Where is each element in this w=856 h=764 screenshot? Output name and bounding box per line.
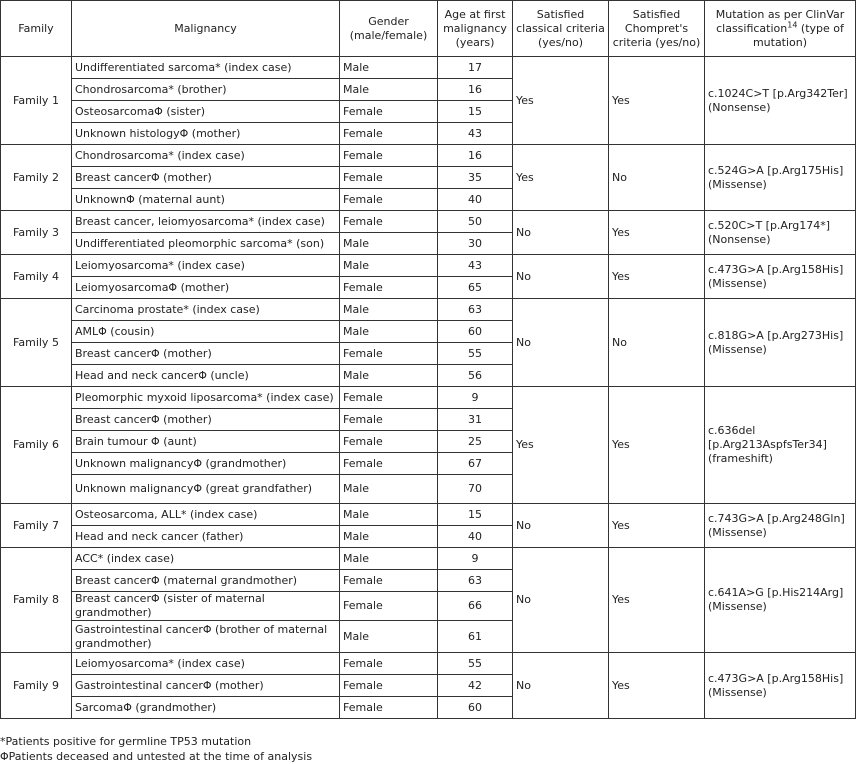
gender-cell: Male: [340, 321, 438, 343]
gender-cell: Male: [340, 504, 438, 526]
malignancy-cell: Breast cancerΦ (mother): [72, 167, 340, 189]
chompret-criteria-cell: Yes: [609, 387, 705, 504]
malignancy-cell: Unknown histologyΦ (mother): [72, 123, 340, 145]
malignancy-cell: Brain tumour Φ (aunt): [72, 431, 340, 453]
malignancy-cell: Pleomorphic myxoid liposarcoma* (index case): [72, 387, 340, 409]
malignancy-cell: AMLΦ (cousin): [72, 321, 340, 343]
gender-cell: Male: [340, 233, 438, 255]
table-row: [1, 504, 856, 526]
malignancy-cell: Leiomyosarcoma* (index case): [72, 653, 340, 675]
age-cell: 67: [438, 453, 513, 475]
table-row: [1, 387, 856, 409]
col-header-mutation: [705, 1, 856, 57]
malignancy-cell: Breast cancerΦ (maternal grandmother): [72, 570, 340, 592]
header-row: [1, 1, 856, 57]
malignancy-cell: OsteosarcomaΦ (sister): [72, 101, 340, 123]
family-cell: Family 6: [1, 387, 72, 504]
gender-cell: Male: [340, 299, 438, 321]
family-cell: Family 2: [1, 145, 72, 211]
age-cell: 55: [438, 343, 513, 365]
age-cell: 40: [438, 526, 513, 548]
age-cell: 65: [438, 277, 513, 299]
classical-criteria-cell: Yes: [513, 57, 609, 145]
family-cell: Family 4: [1, 255, 72, 299]
malignancy-cell: UnknownΦ (maternal aunt): [72, 189, 340, 211]
malignancy-cell: Unknown malignancyΦ (grandmother): [72, 453, 340, 475]
malignancy-cell: Undifferentiated sarcoma* (index case): [72, 57, 340, 79]
table-row: [1, 653, 856, 675]
gender-cell: Female: [340, 167, 438, 189]
malignancy-cell: Breast cancer, leiomyosarcoma* (index case): [72, 211, 340, 233]
malignancy-cell: Chondrosarcoma* (brother): [72, 79, 340, 101]
chompret-criteria-cell: No: [609, 145, 705, 211]
malignancy-cell: ACC* (index case): [72, 548, 340, 570]
chompret-criteria-cell: Yes: [609, 504, 705, 548]
age-cell: 42: [438, 675, 513, 697]
malignancy-cell: Breast cancerΦ (mother): [72, 409, 340, 431]
age-cell: 43: [438, 255, 513, 277]
mutation-header-tail: (type of mutation): [752, 21, 844, 49]
classical-criteria-cell: Yes: [513, 387, 609, 504]
mutation-cell: c.818G>A [p.Arg273His] (Missense): [705, 299, 856, 387]
mutation-cell: c.524G>A [p.Arg175His] (Missense): [705, 145, 856, 211]
table-row: [1, 145, 856, 167]
chompret-criteria-cell: Yes: [609, 255, 705, 299]
family-cell: Family 9: [1, 653, 72, 719]
age-cell: 17: [438, 57, 513, 79]
mutation-cell: c.641A>G [p.His214Arg] (Missense): [705, 548, 856, 653]
age-cell: 63: [438, 570, 513, 592]
classical-criteria-cell: No: [513, 255, 609, 299]
mutation-cell: c.520C>T [p.Arg174*] (Nonsense): [705, 211, 856, 255]
malignancy-cell: Chondrosarcoma* (index case): [72, 145, 340, 167]
age-cell: 60: [438, 697, 513, 719]
family-cell: Family 8: [1, 548, 72, 653]
table-row: [1, 255, 856, 277]
table-row: [1, 299, 856, 321]
malignancy-cell: Breast cancerΦ (mother): [72, 343, 340, 365]
col-header-family: Family: [1, 1, 72, 57]
age-cell: 56: [438, 365, 513, 387]
chompret-criteria-cell: Yes: [609, 211, 705, 255]
malignancy-cell: Head and neck cancer (father): [72, 526, 340, 548]
mutation-cell: c.1024C>T [p.Arg342Ter] (Nonsense): [705, 57, 856, 145]
family-cell: Family 1: [1, 57, 72, 145]
mutation-cell: c.743G>A [p.Arg248Gln] (Missense): [705, 504, 856, 548]
gender-cell: Female: [340, 211, 438, 233]
malignancy-cell: Carcinoma prostate* (index case): [72, 299, 340, 321]
footnote-deceased: ΦPatients deceased and untested at the time of analysis: [0, 750, 313, 763]
gender-cell: Female: [340, 343, 438, 365]
family-cell: Family 3: [1, 211, 72, 255]
classical-criteria-cell: No: [513, 504, 609, 548]
age-cell: 9: [438, 548, 513, 570]
malignancy-cell: LeiomyosarcomaΦ (mother): [72, 277, 340, 299]
classical-criteria-cell: No: [513, 299, 609, 387]
gender-cell: Female: [340, 697, 438, 719]
age-cell: 43: [438, 123, 513, 145]
gender-cell: Female: [340, 570, 438, 592]
malignancy-cell: Undifferentiated pleomorphic sarcoma* (son): [72, 233, 340, 255]
gender-cell: Female: [340, 145, 438, 167]
age-cell: 66: [438, 592, 513, 621]
gender-cell: Female: [340, 653, 438, 675]
malignancy-cell: Osteosarcoma, ALL* (index case): [72, 504, 340, 526]
malignancy-cell: SarcomaΦ (grandmother): [72, 697, 340, 719]
table-row: [1, 57, 856, 79]
footnote-germline: *Patients positive for germline TP53 mutation: [0, 735, 252, 748]
age-cell: 63: [438, 299, 513, 321]
col-header-malignancy: Malignancy: [72, 1, 340, 57]
gender-cell: Male: [340, 621, 438, 653]
age-cell: 50: [438, 211, 513, 233]
footnotes: [0, 734, 312, 764]
mutation-header-text: Mutation as per ClinVar classification: [715, 7, 845, 35]
chompret-criteria-cell: Yes: [609, 653, 705, 719]
age-cell: 61: [438, 621, 513, 653]
col-header-gender: Gender (male/female): [340, 1, 438, 57]
table-row: [1, 548, 856, 570]
classical-criteria-cell: No: [513, 548, 609, 653]
family-cell: Family 5: [1, 299, 72, 387]
mutation-cell: c.473G>A [p.Arg158His] (Missense): [705, 255, 856, 299]
age-cell: 60: [438, 321, 513, 343]
age-cell: 9: [438, 387, 513, 409]
age-cell: 35: [438, 167, 513, 189]
age-cell: 16: [438, 145, 513, 167]
gender-cell: Female: [340, 675, 438, 697]
gender-cell: Male: [340, 365, 438, 387]
age-cell: 30: [438, 233, 513, 255]
malignancy-cell: Gastrointestinal cancerΦ (mother): [72, 675, 340, 697]
age-cell: 25: [438, 431, 513, 453]
gender-cell: Female: [340, 277, 438, 299]
malignancy-cell: Gastrointestinal cancerΦ (brother of maternal grandmother): [72, 621, 340, 653]
family-cell: Family 7: [1, 504, 72, 548]
gender-cell: Male: [340, 526, 438, 548]
malignancy-cell: Unknown malignancyΦ (great grandfather): [72, 475, 340, 504]
classical-criteria-cell: No: [513, 653, 609, 719]
mutation-cell: c.473G>A [p.Arg158His] (Missense): [705, 653, 856, 719]
malignancy-cell: Leiomyosarcoma* (index case): [72, 255, 340, 277]
classical-criteria-cell: No: [513, 211, 609, 255]
col-header-classical: Satisfied classical criteria (yes/no): [513, 1, 609, 57]
classical-criteria-cell: Yes: [513, 145, 609, 211]
chompret-criteria-cell: No: [609, 299, 705, 387]
mutation-cell: c.636del [p.Arg213AspfsTer34] (frameshift): [705, 387, 856, 504]
table-body: [1, 57, 856, 719]
col-header-chompret: Satisfied Chompret's criteria (yes/no): [609, 1, 705, 57]
gender-cell: Female: [340, 453, 438, 475]
age-cell: 55: [438, 653, 513, 675]
age-cell: 16: [438, 79, 513, 101]
mutation-header-ref: 14: [787, 19, 798, 29]
gender-cell: Male: [340, 255, 438, 277]
gender-cell: Female: [340, 387, 438, 409]
gender-cell: Female: [340, 189, 438, 211]
gender-cell: Female: [340, 431, 438, 453]
gender-cell: Male: [340, 475, 438, 504]
malignancy-cell: Head and neck cancerΦ (uncle): [72, 365, 340, 387]
gender-cell: Male: [340, 79, 438, 101]
gender-cell: Female: [340, 123, 438, 145]
age-cell: 40: [438, 189, 513, 211]
chompret-criteria-cell: Yes: [609, 548, 705, 653]
chompret-criteria-cell: Yes: [609, 57, 705, 145]
table-row: [1, 211, 856, 233]
col-header-age: Age at first malignancy (years): [438, 1, 513, 57]
age-cell: 15: [438, 504, 513, 526]
malignancy-cell: Breast cancerΦ (sister of maternal grandmother): [72, 592, 340, 621]
age-cell: 31: [438, 409, 513, 431]
gender-cell: Female: [340, 101, 438, 123]
gender-cell: Male: [340, 548, 438, 570]
age-cell: 15: [438, 101, 513, 123]
age-cell: 70: [438, 475, 513, 504]
gender-cell: Male: [340, 57, 438, 79]
gender-cell: Female: [340, 409, 438, 431]
gender-cell: Female: [340, 592, 438, 621]
